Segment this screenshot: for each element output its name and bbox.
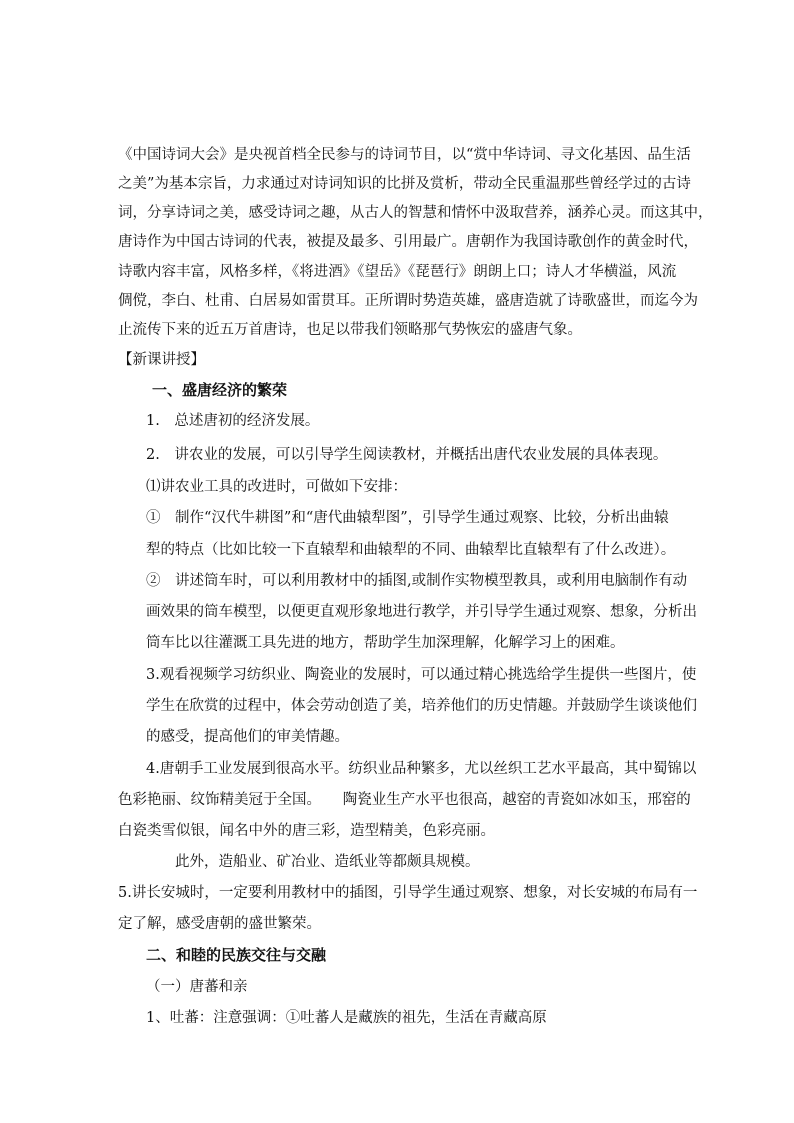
item5-line-2: 定了解，感受唐朝的盛世繁荣。 bbox=[118, 916, 321, 932]
intro-line-3: 词，分享诗词之美，感受诗词之趣，从古人的智慧和情怀中汲取营养，涵养心灵。而这其中， bbox=[118, 205, 713, 221]
list-item-1: 1. 总述唐初的经济发展。 bbox=[146, 413, 320, 429]
circ2-line-3: 筒车比以往灌溉工具先进的地方，帮助学生加深理解，化解学习上的困难。 bbox=[146, 635, 625, 651]
list-item-2: 2. 讲农业的发展，可以引导学生阅读教材，并概括出唐代农业发展的具体表现。 bbox=[146, 447, 668, 463]
intro-line-6: 倜傥，李白、杜甫、白居易如雷贯耳。正所谓时势造英雄，盛唐造就了诗歌盛世，而迄今为 bbox=[118, 293, 698, 309]
item4-extra: 此外，造船业、矿冶业、造纸业等都颇具规模。 bbox=[175, 854, 480, 870]
circ1-line-2: 犁的特点（比如比较一下直辕犁和曲辕犁的不同、曲辕犁比直辕犁有了什么改进）。 bbox=[146, 542, 676, 558]
circ1-line-1: ① 制作“汉代牛耕图”和“唐代曲辕犁图”，引导学生通过观察、比较，分析出曲辕 bbox=[146, 510, 669, 526]
heading-economy: 一、盛唐经济的繁荣 bbox=[152, 381, 288, 399]
item3-line-1: 3.观看视频学习纺织业、陶瓷业的发展时，可以通过精心挑选给学生提供一些图片，使 bbox=[146, 667, 697, 683]
sub-heading-tang-tubo: （一）唐蕃和亲 bbox=[146, 979, 248, 995]
item3-line-2: 学生在欣赏的过程中，体会劳动创造了美，培养他们的历史情趣。并鼓励学生谈谈他们 bbox=[146, 698, 697, 714]
item4-line-3: 白瓷类雪似银，闻名中外的唐三彩，造型精美，色彩亮丽。 bbox=[118, 823, 495, 839]
item4-line-1: 4.唐朝手工业发展到很高水平。纺织业品种繁多，尤以丝织工艺水平最高，其中蜀锦以 bbox=[146, 761, 697, 777]
intro-line-1: 《中国诗词大会》是央视首档全民参与的诗词节目，以“赏中华诗词、寻文化基因、品生活 bbox=[118, 147, 691, 163]
intro-line-5: 诗歌内容丰富，风格多样，《将进酒》《望岳》《琵琶行》朗朗上口；诗人才华横溢，风流 bbox=[118, 264, 677, 280]
section-label: 【新课讲授】 bbox=[118, 352, 205, 368]
intro-line-7: 止流传下来的近五万首唐诗，也足以带我们领略那气势恢宏的盛唐气象。 bbox=[118, 322, 582, 338]
tubo-line: 1、吐蕃：注意强调：①吐蕃人是藏族的祖先，生活在青藏高原 bbox=[146, 1010, 547, 1026]
heading-ethnic: 二、和睦的民族交往与交融 bbox=[146, 946, 327, 964]
intro-line-2: 之美”为基本宗旨，力求通过对诗词知识的比拼及赏析，带动全民重温那些曾经学过的古诗 bbox=[118, 176, 691, 192]
circ2-line-1: ② 讲述筒车时，可以利用教材中的插图,或制作实物模型教具，或利用电脑制作有动 bbox=[146, 573, 688, 589]
intro-line-4: 唐诗作为中国古诗词的代表，被提及最多、引用最广。唐朝作为我国诗歌创作的黄金时代， bbox=[118, 234, 698, 250]
item3-line-3: 的感受，提高他们的审美情趣。 bbox=[146, 729, 349, 745]
list-item-2-sub: ⑴讲农业工具的改进时，可做如下安排： bbox=[146, 479, 407, 495]
item4-line-2: 色彩艳丽、纹饰精美冠于全国。 陶瓷业生产水平也很高，越窑的青瓷如冰如玉，邢窑的 bbox=[118, 792, 691, 808]
circ2-line-2: 画效果的筒车模型，以便更直观形象地进行教学，并引导学生通过观察、想象，分析出 bbox=[146, 604, 697, 620]
item5-line-1: 5.讲长安城时，一定要利用教材中的插图，引导学生通过观察、想象，对长安城的布局有一 bbox=[118, 885, 698, 901]
